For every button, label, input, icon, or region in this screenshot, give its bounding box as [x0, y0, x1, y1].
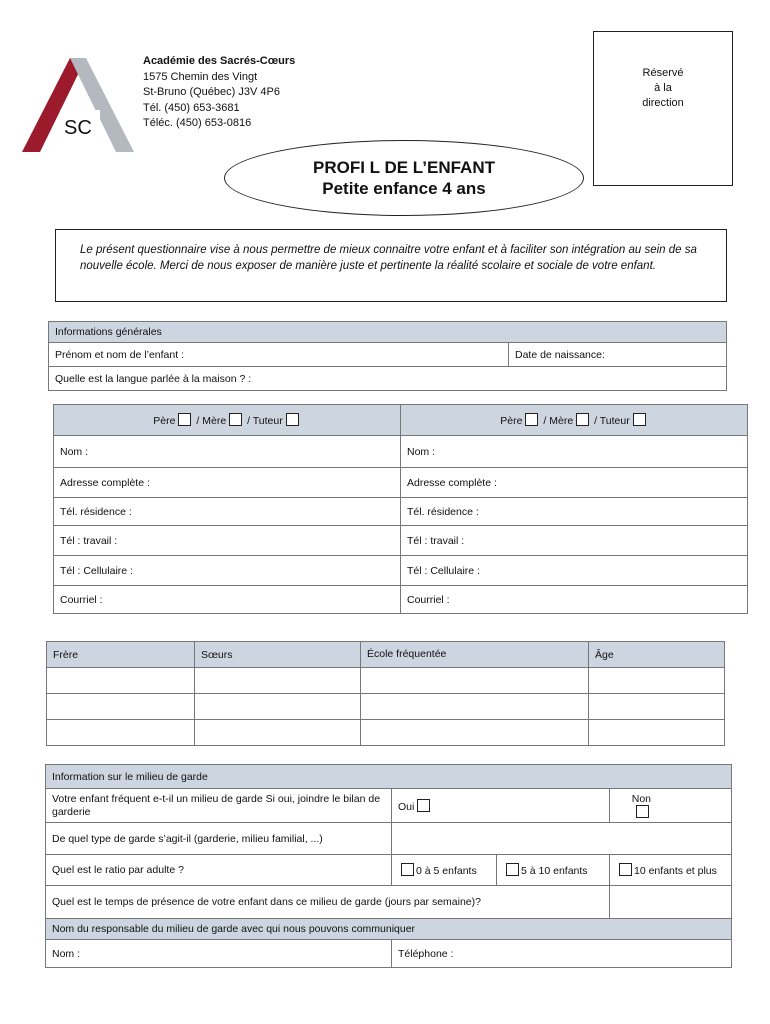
- oui-label: Oui: [398, 800, 415, 813]
- parent2-name[interactable]: Nom :: [401, 436, 748, 468]
- daycare-type-answer[interactable]: [392, 823, 732, 855]
- pere-checkbox-1[interactable]: [178, 413, 191, 426]
- sibling-cell[interactable]: [589, 668, 725, 694]
- reserved-line1: Réservé: [642, 67, 684, 79]
- responsible-heading: Nom du responsable du milieu de garde avec qui nous pouvons communiquer: [46, 919, 732, 940]
- siblings-sisters-header: Sœurs: [195, 642, 361, 668]
- parent1-header: [54, 405, 401, 436]
- daycare-heading: Information sur le milieu de garde: [46, 765, 732, 789]
- non-checkbox[interactable]: [636, 805, 649, 818]
- parent1-work-phone[interactable]: Tél : travail :: [54, 526, 401, 556]
- address-line2: St-Bruno (Québec) J3V 4P6: [143, 86, 280, 98]
- parent2-cell-phone[interactable]: Tél : Cellulaire :: [401, 556, 748, 586]
- school-name: Académie des Sacrés-Cœurs: [143, 55, 296, 67]
- ratio-label-3: 10 enfants et plus: [634, 865, 717, 877]
- ratio-label-1: 0 à 5 enfants: [416, 865, 477, 877]
- address-line1: 1575 Chemin des Vingt: [143, 70, 258, 83]
- sibling-cell[interactable]: [589, 694, 725, 720]
- ratio-checkbox-3[interactable]: [619, 863, 632, 876]
- sibling-cell[interactable]: [361, 720, 589, 746]
- siblings-school-header: École fréquentée: [361, 642, 589, 668]
- sibling-cell[interactable]: [47, 694, 195, 720]
- page-title: [224, 140, 584, 216]
- siblings-brother-header: Frère: [47, 642, 195, 668]
- sibling-cell[interactable]: [361, 668, 589, 694]
- ratio-checkbox-2[interactable]: [506, 863, 519, 876]
- reserved-line2: à la: [654, 82, 672, 94]
- language-field[interactable]: Quelle est la langue parlée à la maison ? :: [49, 367, 727, 391]
- tuteur-checkbox-1[interactable]: [286, 413, 299, 426]
- oui-checkbox[interactable]: [417, 799, 430, 812]
- parent1-address[interactable]: Adresse complète :: [54, 468, 401, 498]
- ratio-option-3[interactable]: [610, 855, 732, 886]
- pere-label: Père: [500, 415, 523, 427]
- school-logo: [22, 56, 134, 152]
- child-name-field[interactable]: Prénom et nom de l’enfant :: [49, 343, 509, 367]
- daycare-non-option[interactable]: [610, 789, 732, 823]
- general-info-table: [48, 321, 727, 391]
- logo-text: SC: [64, 117, 92, 139]
- parent1-cell-phone[interactable]: Tél : Cellulaire :: [54, 556, 401, 586]
- mere-label: / Mère: [543, 415, 574, 427]
- title-line1: PROFI L DE L’ENFANT: [313, 158, 495, 177]
- tuteur-checkbox-2[interactable]: [633, 413, 646, 426]
- tuteur-label: / Tuteur: [594, 415, 630, 427]
- school-address: [143, 54, 295, 132]
- daycare-oui-option[interactable]: [392, 789, 610, 823]
- ratio-question: Quel est le ratio par adulte ?: [46, 855, 392, 886]
- responsible-name-field[interactable]: Nom :: [46, 940, 392, 968]
- mere-label: / Mère: [196, 415, 227, 427]
- reserved-line3: direction: [642, 97, 684, 109]
- mere-checkbox-1[interactable]: [229, 413, 242, 426]
- daycare-type-question: De quel type de garde s’agit-il (garderie, milieu familial, ...): [46, 823, 392, 855]
- parent2-work-phone[interactable]: Tél : travail :: [401, 526, 748, 556]
- general-heading: Informations générales: [49, 322, 727, 343]
- birth-date-field[interactable]: Date de naissance:: [509, 343, 727, 367]
- daycare-table: [45, 764, 732, 968]
- parent1-name[interactable]: Nom :: [54, 436, 401, 468]
- sibling-cell[interactable]: [195, 668, 361, 694]
- ratio-checkbox-1[interactable]: [401, 863, 414, 876]
- parent2-address[interactable]: Adresse complète :: [401, 468, 748, 498]
- parents-table: [53, 404, 748, 614]
- sibling-cell[interactable]: [195, 694, 361, 720]
- siblings-age-header: Âge: [589, 642, 725, 668]
- sibling-cell[interactable]: [47, 668, 195, 694]
- sibling-cell[interactable]: [195, 720, 361, 746]
- ratio-option-1[interactable]: [392, 855, 497, 886]
- mere-checkbox-2[interactable]: [576, 413, 589, 426]
- school-fax: Téléc. (450) 653-0816: [143, 117, 252, 129]
- parent2-email[interactable]: Courriel :: [401, 586, 748, 614]
- presence-question: Quel est le temps de présence de votre enfant dans ce milieu de garde (jours par semaine)?: [46, 886, 610, 919]
- reserved-box: [593, 31, 733, 186]
- title-line2: Petite enfance 4 ans: [322, 179, 486, 198]
- parent1-home-phone[interactable]: Tél. résidence :: [54, 498, 401, 526]
- sibling-cell[interactable]: [589, 720, 725, 746]
- presence-answer[interactable]: [610, 886, 732, 919]
- ratio-option-2[interactable]: [497, 855, 610, 886]
- parent2-home-phone[interactable]: Tél. résidence :: [401, 498, 748, 526]
- responsible-phone-field[interactable]: Téléphone :: [392, 940, 732, 968]
- sibling-cell[interactable]: [47, 720, 195, 746]
- pere-checkbox-2[interactable]: [525, 413, 538, 426]
- parent2-header: [401, 405, 748, 436]
- intro-text: Le présent questionnaire vise à nous permettre de mieux connaitre votre enfant et à faciliter son intégration au sein de sa nouvelle école. Merci de nous exposer de manière juste et pertinente la réalité scolaire et sociale de votre enfant.: [55, 229, 727, 302]
- non-label: Non: [631, 792, 652, 805]
- pere-label: Père: [153, 415, 176, 427]
- siblings-table: [46, 641, 725, 746]
- school-phone: Tél. (450) 653-3681: [143, 101, 240, 114]
- parent1-email[interactable]: Courriel :: [54, 586, 401, 614]
- sibling-cell[interactable]: [361, 694, 589, 720]
- tuteur-label: / Tuteur: [247, 415, 283, 427]
- ratio-label-2: 5 à 10 enfants: [521, 865, 588, 877]
- daycare-attend-question: Votre enfant fréquent e-t-il un milieu de garde Si oui, joindre le bilan de garderie: [46, 789, 392, 823]
